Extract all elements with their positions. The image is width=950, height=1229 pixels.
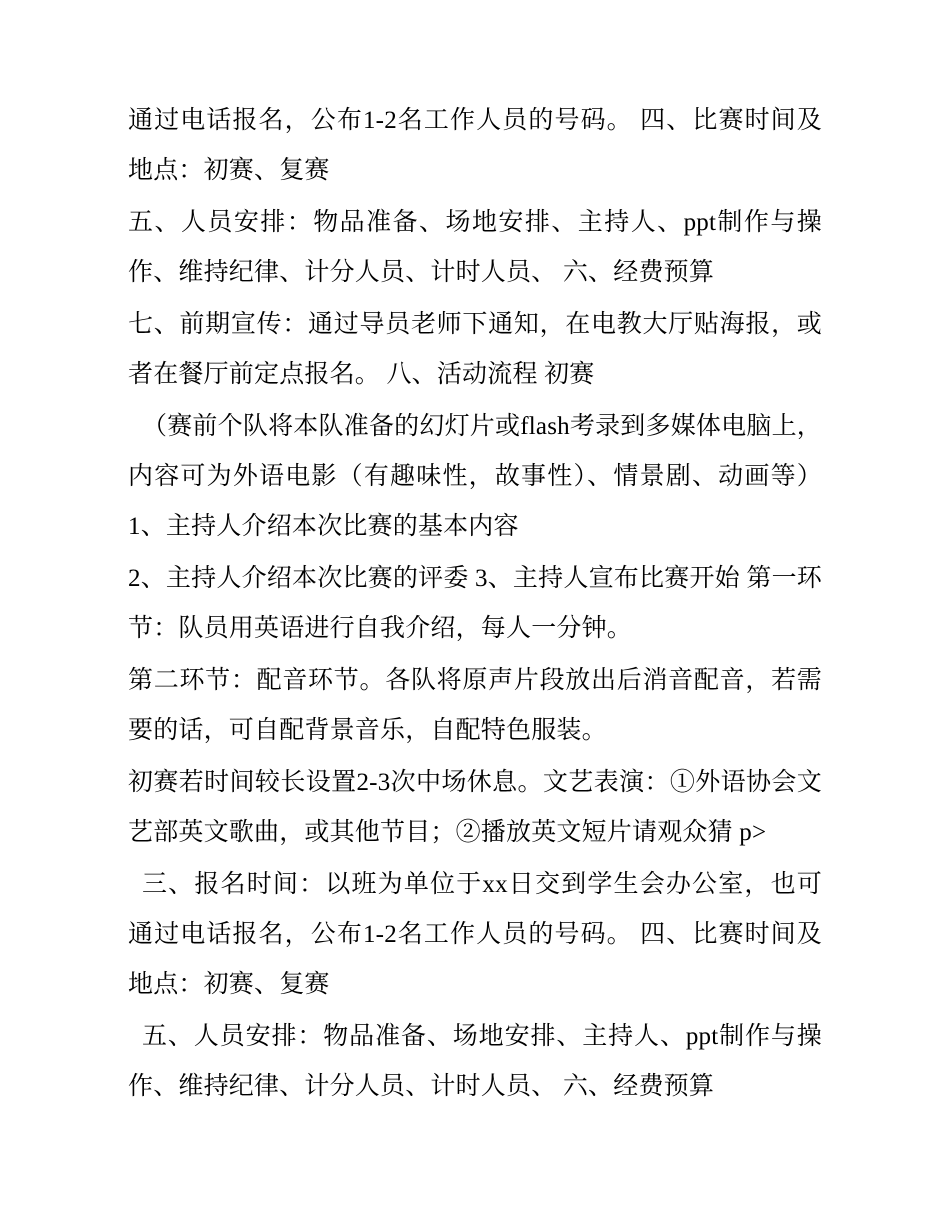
paragraph: 三、报名时间：以班为单位于xx日交到学生会办公室，也可通过电话报名，公布1-2名工作人员的号码。 四、比赛时间及地点：初赛、复赛 [128, 871, 822, 998]
paragraph: 七、前期宣传：通过导员老师下通知，在电教大厅贴海报，或者在餐厅前定点报名。 八、活动流程 初赛 [128, 311, 822, 388]
paragraph: 第二环节：配音环节。各队将原声片段放出后消音配音，若需要的话，可自配背景音乐，自配特色服装。 [128, 667, 822, 744]
paragraph: 初赛若时间较长设置2-3次中场休息。文艺表演：①外语协会文艺部英文歌曲，或其他节目；②播放英文短片请观众猜 p> [128, 769, 822, 846]
paragraph: 五、人员安排：物品准备、场地安排、主持人、ppt制作与操作、维持纪律、计分人员、计时人员、 六、经费预算 [128, 1023, 822, 1100]
document-body [128, 96, 822, 1112]
paragraph: 通过电话报名，公布1-2名工作人员的号码。 四、比赛时间及地点：初赛、复赛 [128, 107, 822, 184]
paragraph: 五、人员安排：物品准备、场地安排、主持人、ppt制作与操作、维持纪律、计分人员、计时人员、 六、经费预算 [128, 209, 822, 286]
paragraph: （赛前个队将本队准备的幻灯片或flash考录到多媒体电脑上，内容可为外语电影（有趣味性，故事性）、情景剧、动画等） 1、主持人介绍本次比赛的基本内容 [128, 413, 822, 540]
paragraph: 2、主持人介绍本次比赛的评委 3、主持人宣布比赛开始 第一环节：队员用英语进行自我介绍，每人一分钟。 [128, 565, 822, 642]
